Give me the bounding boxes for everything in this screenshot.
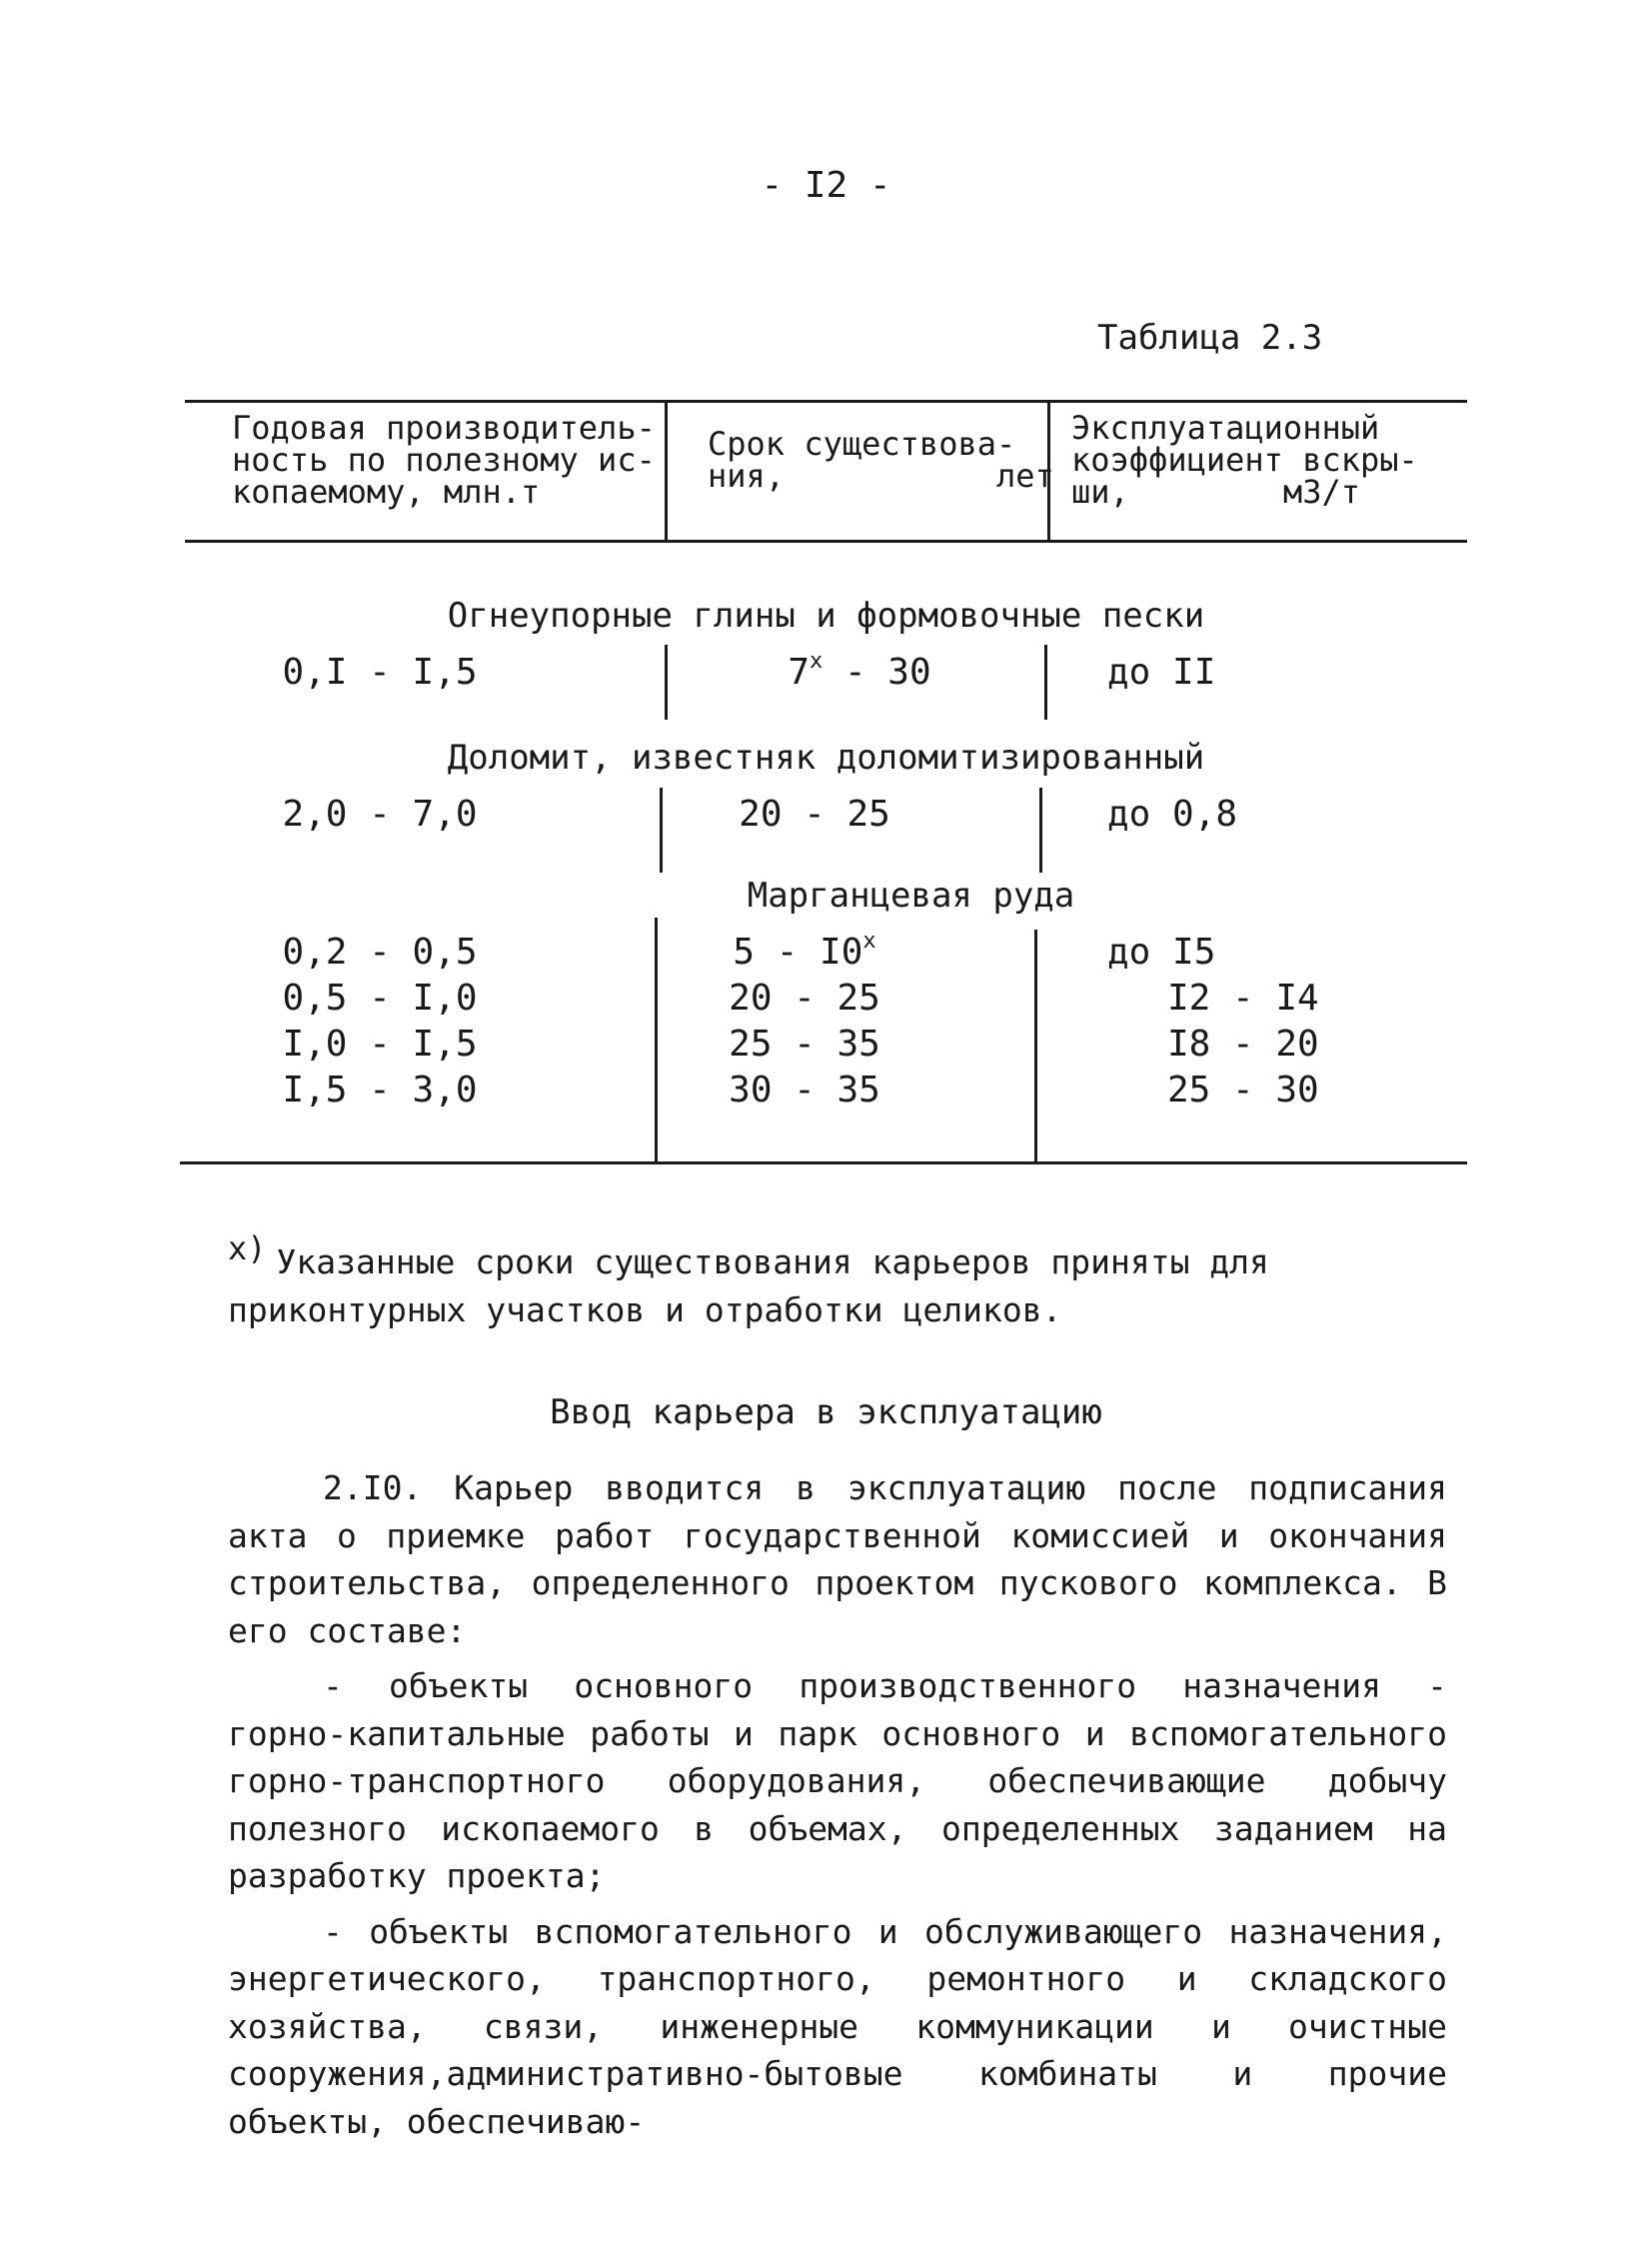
table-header-rule [185,540,1467,543]
column-divider [1034,930,1037,1161]
term-value: 5 - I0 [733,932,863,973]
table-cell-production: I,5 - 3,0 [282,1070,478,1111]
header-production [232,409,656,511]
header-production-line: Годовая производитель- [232,409,656,447]
section-title: Огнеупорные глины и формовочные пески [447,596,1205,636]
column-divider [1039,788,1042,873]
paragraph: - объекты основного производственного назначения - горно-капитальные работы и парк основного и вспомогательного горно-транспортного оборудования, обеспечивающие добычу полезного ископаемого в объемах, определенных заданием на разработку проекта; [228,1666,1447,1895]
header-coefficient-line: Эксплуатационный [1071,409,1380,447]
header-term-line: Срок существова- [708,425,1016,463]
table-cell-production: 0,2 - 0,5 [282,932,478,973]
body-text [228,1464,1447,2153]
section-heading: Ввод карьера в эксплуатацию [550,1392,1102,1432]
table-cell-coefficient: I8 - 20 [1167,1024,1319,1065]
table-cell-term: 25 - 35 [729,1024,880,1065]
table-cell-term: 30 - 35 [729,1070,880,1111]
table-cell-term [615,930,994,976]
table-cell-term [670,650,1049,696]
table-top-rule [185,400,1467,403]
paragraph: 2.I0. Карьер вводится в эксплуатацию после подписания акта о приемке работ государственной комиссией и окончания строительства, определенного проектом пускового комплекса. В его составе: [228,1468,1447,1650]
table-caption: Таблица 2.3 [1097,318,1323,358]
header-coefficient [1071,409,1418,511]
table-cell-term: 20 - 25 [729,978,880,1019]
header-production-line: копаемому, млн.т [232,473,541,511]
table-bottom-rule [180,1161,1467,1164]
table-cell-coefficient: до I5 [1107,932,1216,973]
table-cell-production: 2,0 - 7,0 [282,794,478,835]
table-cell-coefficient: I2 - I4 [1167,978,1319,1019]
header-term-line: ния, лет [708,457,1054,495]
table-cell-production: I,0 - I,5 [282,1024,478,1065]
table-cell-coefficient: 25 - 30 [1167,1070,1319,1111]
term-value-end: - 30 [823,652,931,693]
header-term [708,425,1054,495]
header-coefficient-line: ши, м3/т [1071,473,1360,511]
table-cell-production: 0,I - I,5 [282,652,478,693]
section-title: Доломит, известняк доломитизированный [447,738,1205,778]
paragraph: - объекты вспомогательного и обслуживающего назначения, энергетического, транспортного, ремонтного и складского хозяйства, связи, инженерные коммуникации и очистные сооружения,административно-бытовые комбинаты и прочие объекты, обеспечиваю- [228,1911,1447,2141]
term-footnote-mark: x [810,649,824,674]
header-coefficient-line: коэффициент вскры- [1071,441,1418,479]
term-footnote-mark: x [862,929,876,954]
table-cell-coefficient: до II [1107,652,1216,693]
footnote-mark: x) [228,1229,267,1267]
header-divider-1 [665,402,668,540]
table-cell-term: 20 - 25 [739,794,890,835]
header-production-line: ность по полезному ис- [232,441,656,479]
table-cell-coefficient: до 0,8 [1107,794,1238,835]
footnote [228,1224,1447,1334]
term-value: 7 [788,652,811,693]
footnote-text: Указанные сроки существования карьеров приняты для приконтурных участков и отработки целиков. [228,1242,1269,1329]
section-title: Марганцевая руда [747,876,1075,916]
table-cell-production: 0,5 - I,0 [282,978,478,1019]
column-divider [665,645,668,720]
page-number: - I2 - [761,165,891,206]
